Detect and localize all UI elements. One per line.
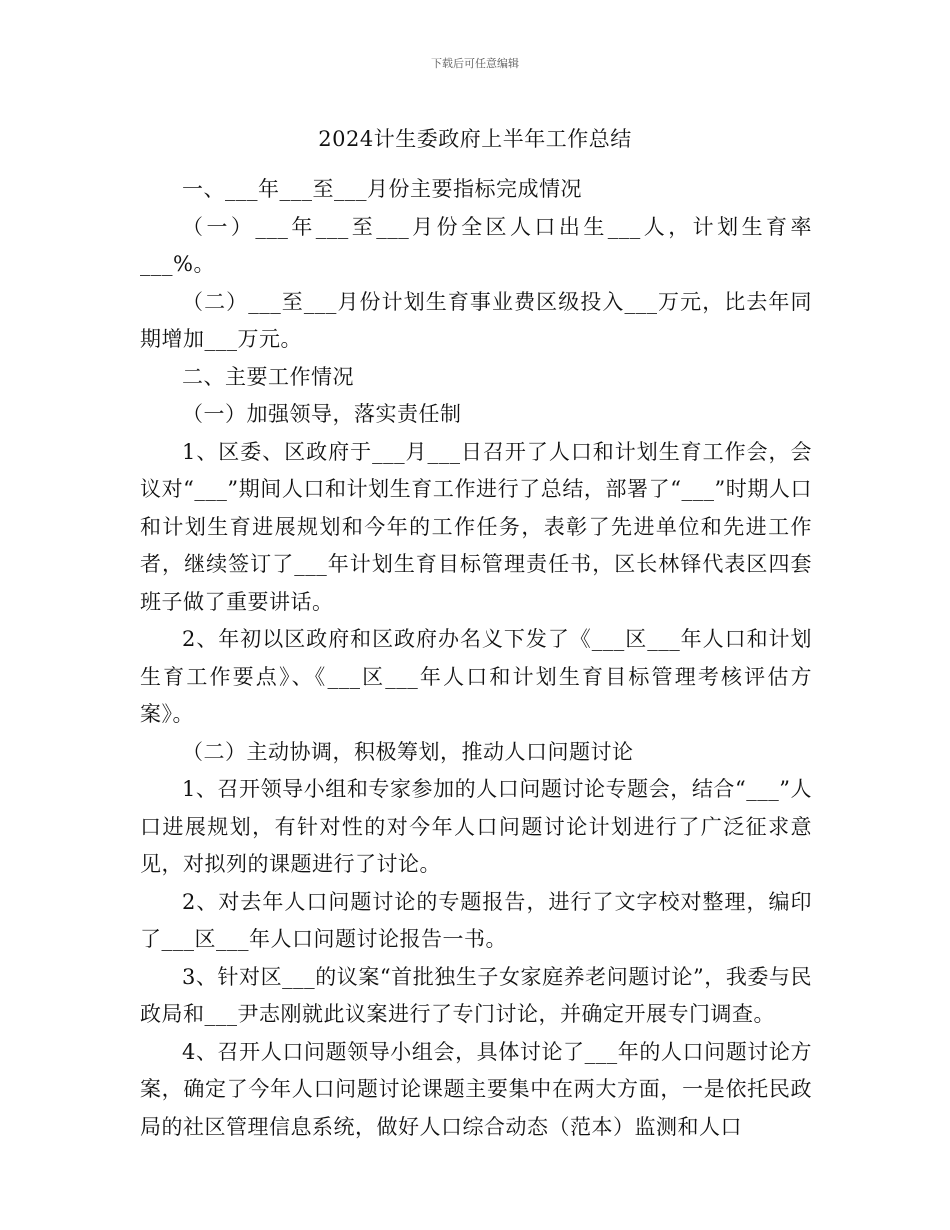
paragraph-2-1-2: 2、年初以区政府和区政府办名义下发了《___区___年人口和计划生育工作要点》、《___区___年人口和计划生育目标管理考核评估方案》。 <box>140 627 812 726</box>
paragraph-section-2-heading: 二、主要工作情况 <box>182 364 354 389</box>
paragraph-2-2-3: 3、针对区___的议案“首批独生子女家庭养老问题讨论”，我委与民政局和___尹志刚就此议案进行了专门讨论，并确定开展专门调查。 <box>140 964 812 1026</box>
paragraph-section-1-heading: 一、___年___至___月份主要指标完成情况 <box>182 177 582 201</box>
paragraph-2-2-4: 4、召开人口问题领导小组会，具体讨论了___年的人口问题讨论方案，确定了今年人口问题讨论课题主要集中在两大方面，一是依托民政局的社区管理信息系统，做好人口综合动态（范本）监测和人口 <box>140 1039 812 1139</box>
paragraph-subsection-2-1-heading: （一）加强领导，落实责任制 <box>182 402 462 426</box>
paragraph-2-2-1: 1、召开领导小组和专家参加的人口问题讨论专题会，结合“___”人口进展规划，有针对性的对今年人口问题讨论计划进行了广泛征求意见，对拟列的课题进行了讨论。 <box>140 777 812 876</box>
paragraph-2-2-2: 2、对去年人口问题讨论的专题报告，进行了文字校对整理，编印了___区___年人口问题讨论报告一书。 <box>140 889 812 951</box>
paragraph-1-1: （一）___年___至___月份全区人口出生___人，计划生育率___%。 <box>140 214 812 276</box>
header-note: 下载后可任意编辑 <box>431 57 519 70</box>
paragraph-1-2: （二）___至___月份计划生育事业费区级投入___万元，比去年同期增加___万元。 <box>140 289 812 351</box>
paragraph-2-1-1: 1、区委、区政府于___月___日召开了人口和计划生育工作会，会议对“___”期间人口和计划生育工作进行了总结，部署了“___”时期人口和计划生育进展规划和今年的工作任务，表彰了先进单位和先进工作者，继续签订了___年计划生育目标管理责任书，区长林铎代表区四套班子做了重要讲话。 <box>140 439 812 614</box>
document-title: 2024计生委政府上半年工作总结 <box>318 127 632 151</box>
document-body <box>140 171 812 1146</box>
paragraph-subsection-2-2-heading: （二）主动协调，积极筹划，推动人口问题讨论 <box>182 739 634 764</box>
